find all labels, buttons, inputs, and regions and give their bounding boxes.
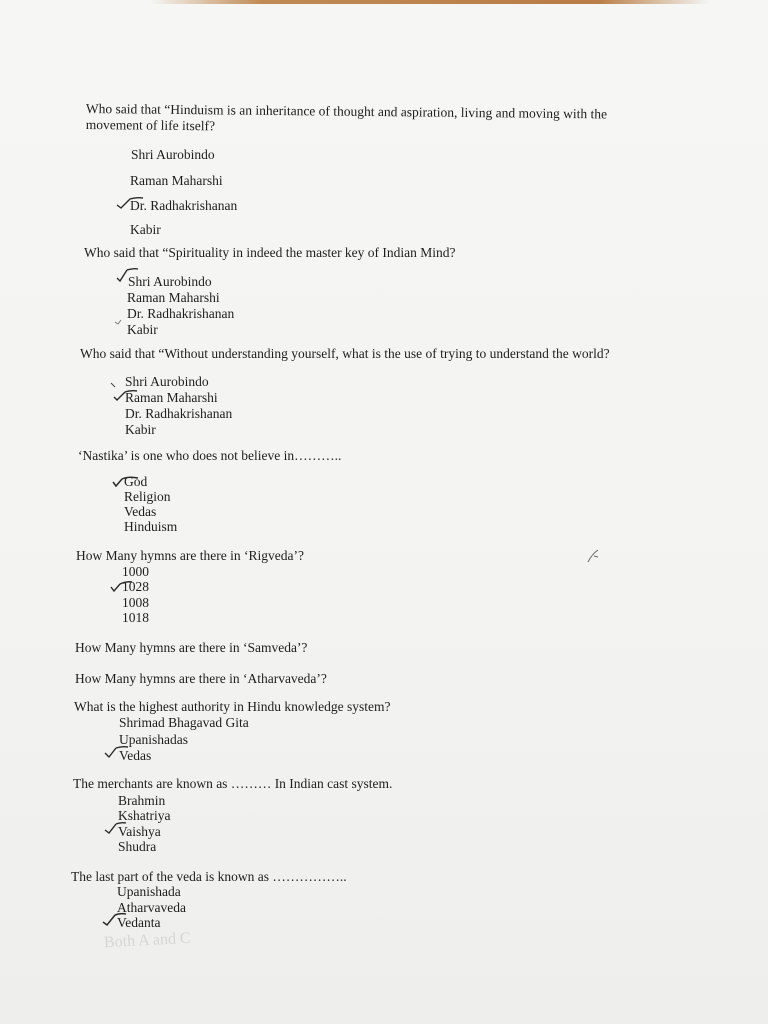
question-1-line-1: Who said that “Hinduism is an inheritance of thought and aspiration, living and moving with the — [85, 101, 608, 122]
q5-tick-mark-icon — [110, 580, 140, 594]
q8-option-a: Shrimad Bhagavad Gita — [119, 715, 249, 730]
question-4: ‘Nastika’ is one who does not believe in……….. — [78, 448, 342, 463]
q10-tick-mark-icon — [102, 912, 132, 926]
question-10: The last part of the veda is known as …………….. — [71, 869, 347, 884]
q2-stray-mark-icon — [114, 312, 124, 318]
question-1 — [86, 101, 607, 138]
q4-option-b: Religion — [124, 489, 171, 504]
q3-option-c: Dr. Radhakrishanan — [125, 406, 233, 421]
q4-option-a: God — [124, 474, 148, 489]
q2-option-b: Raman Maharshi — [127, 290, 220, 305]
question-8: What is the highest authority in Hindu knowledge system? — [74, 699, 391, 714]
q9-tick-mark-icon — [104, 821, 134, 835]
q2-option-c: Dr. Radhakrishanan — [127, 306, 235, 321]
q1-option-d: Kabir — [130, 222, 161, 237]
q5-option-c: 1008 — [122, 595, 149, 610]
q1-option-b: Raman Maharshi — [130, 173, 223, 188]
question-1-line-2: movement of life itself? — [85, 116, 216, 134]
q9-option-b: Kshatriya — [118, 808, 171, 823]
q8-tick-mark-icon — [104, 745, 134, 759]
q2-option-d: Kabir — [127, 322, 158, 337]
q1-option-c: Dr. Radhakrishanan — [130, 198, 238, 213]
question-5: How Many hymns are there in ‘Rigveda’? — [76, 548, 304, 563]
q5-option-a: 1000 — [122, 564, 149, 579]
q2-option-a: Shri Aurobindo — [128, 274, 212, 289]
q3-option-d: Kabir — [125, 422, 156, 437]
q1-tick-mark-icon — [116, 196, 146, 210]
q4-option-c: Vedas — [124, 504, 157, 519]
q10-option-b: Atharvaveda — [117, 900, 186, 915]
q4-tick-mark-icon — [112, 474, 142, 488]
q5-option-b: 1028 — [122, 579, 149, 594]
q8-option-c: Vedas — [119, 748, 152, 763]
q9-option-d: Shudra — [118, 839, 157, 854]
q2-tick-mark-icon — [116, 268, 146, 282]
margin-stray-mark-icon — [586, 548, 600, 564]
question-6: How Many hymns are there in ‘Samveda’? — [75, 640, 308, 655]
question-7: How Many hymns are there in ‘Atharvaveda’? — [75, 671, 327, 686]
q4-option-d: Hinduism — [124, 519, 178, 534]
bleed-through-handwriting: Both A and C — [103, 929, 192, 952]
q1-option-a: Shri Aurobindo — [131, 147, 215, 162]
q9-option-a: Brahmin — [118, 793, 166, 808]
q3-option-a: Shri Aurobindo — [125, 374, 209, 389]
q5-option-d: 1018 — [122, 610, 149, 625]
q3-tick-mark-icon — [113, 388, 143, 402]
q3-stray-mark-icon — [110, 376, 120, 384]
q8-option-b: Upanishadas — [119, 732, 188, 747]
question-3: Who said that “Without understanding yourself, what is the use of trying to understand the world? — [80, 346, 610, 361]
q9-option-c: Vaishya — [118, 824, 161, 839]
q10-option-a: Upanishada — [117, 884, 181, 899]
q3-option-b: Raman Maharshi — [125, 390, 218, 405]
page-top-edge — [150, 0, 710, 4]
question-2: Who said that “Spirituality in indeed the master key of Indian Mind? — [84, 245, 456, 260]
q10-option-c: Vedanta — [117, 915, 161, 930]
question-9: The merchants are known as ……… In Indian cast system. — [73, 776, 393, 791]
